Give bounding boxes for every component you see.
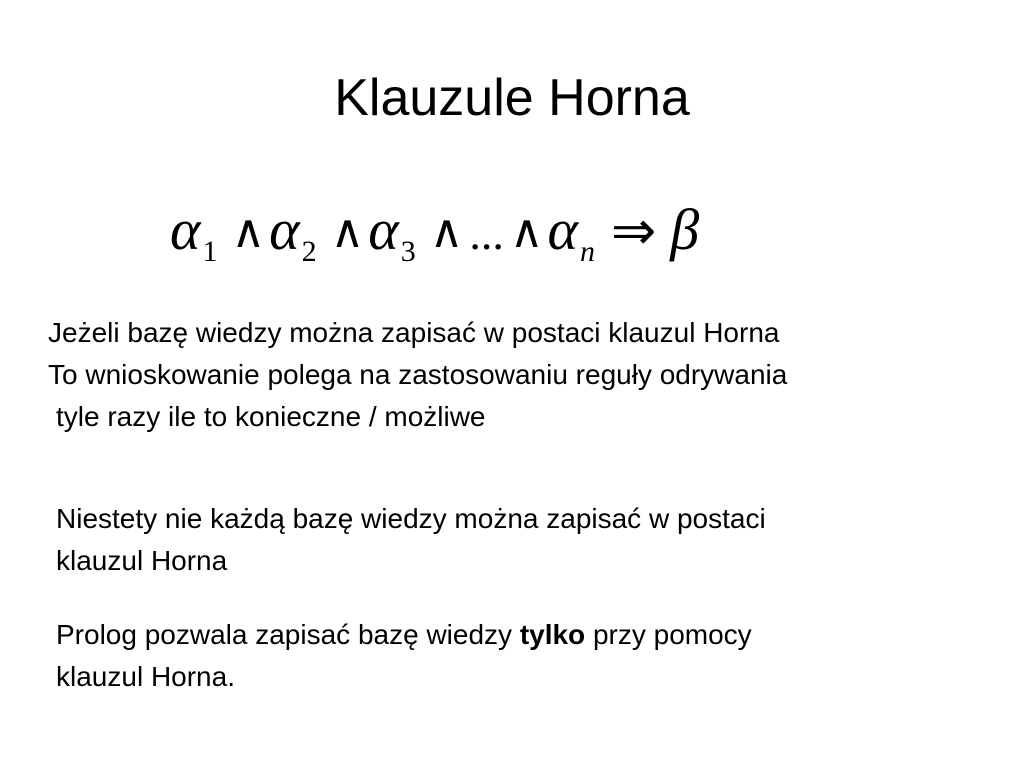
- paragraph-line: To wnioskowanie polega na zastosowaniu reguły odrywania: [48, 359, 788, 390]
- beta-symbol: β: [670, 197, 700, 262]
- and-operator: ∧: [330, 206, 365, 257]
- paragraph-line: Niestety nie każdą bazę wiedzy można zapisać w postaci: [56, 503, 766, 534]
- text-segment: przy pomocy: [585, 619, 752, 650]
- paragraph-limitation: [56, 498, 956, 582]
- text-segment: Prolog pozwala zapisać bazę wiedzy: [56, 619, 520, 650]
- subscript-3: 3: [400, 235, 416, 268]
- slide-title: Klauzule Horna: [334, 69, 690, 127]
- subscript-1: 1: [202, 235, 218, 268]
- alpha-symbol: α: [547, 197, 578, 262]
- subscript-n: n: [580, 235, 595, 268]
- paragraph-line: klauzul Horna.: [56, 661, 235, 692]
- and-operator: ∧: [429, 206, 464, 257]
- and-operator: ∧: [509, 206, 544, 257]
- ellipsis: ...: [469, 208, 504, 259]
- emphasis-text: tylko: [519, 619, 586, 650]
- paragraph-horn-inference: [48, 312, 988, 438]
- paragraph-line: tyle razy ile to konieczne / możliwe: [56, 401, 486, 432]
- paragraph-line: klauzul Horna: [56, 545, 228, 576]
- paragraph-line: Jeżeli bazę wiedzy można zapisać w postaci klauzul Horna: [48, 317, 780, 348]
- subscript-2: 2: [301, 235, 317, 268]
- paragraph-prolog: [56, 614, 956, 698]
- paragraph-line: [56, 614, 956, 656]
- horn-clause-formula: [170, 180, 699, 280]
- alpha-symbol: α: [170, 197, 201, 262]
- alpha-symbol: α: [269, 197, 300, 262]
- and-operator: ∧: [231, 206, 266, 257]
- implies-arrow: ⇒: [611, 201, 657, 261]
- alpha-symbol: α: [368, 197, 399, 262]
